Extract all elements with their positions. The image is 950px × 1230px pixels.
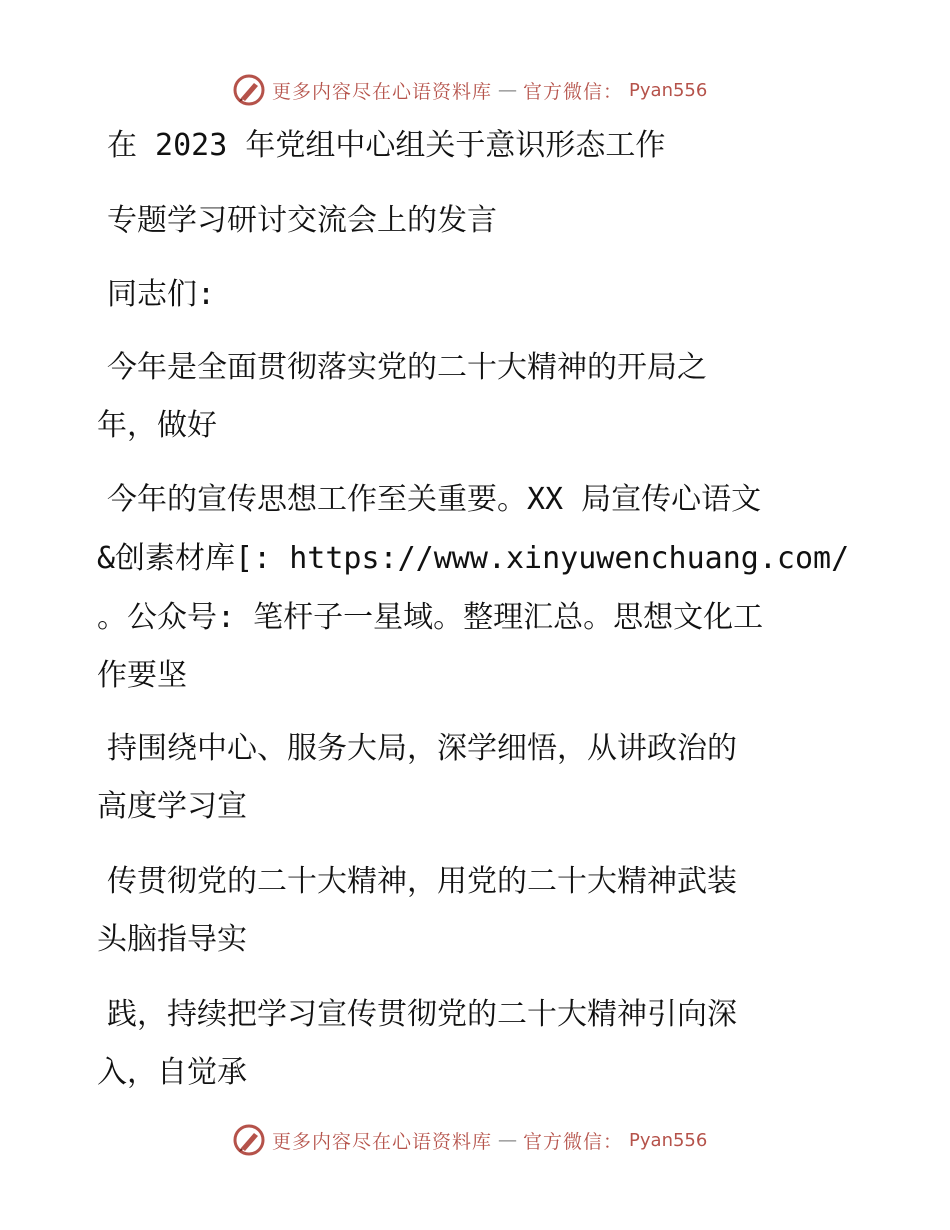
banner-main-text: 更多内容尽在心语资料库 xyxy=(272,80,493,103)
banner-separator: — xyxy=(498,79,518,101)
banner-separator: — xyxy=(498,1129,518,1151)
body-line: 年，做好 xyxy=(97,408,217,443)
header-watermark xyxy=(232,72,707,108)
banner-wechat-id: Pyan556 xyxy=(629,1129,708,1151)
body-line: 践，持续把学习宣传贯彻党的二十大精神引向深 xyxy=(107,997,737,1032)
body-line: 作要坚 xyxy=(97,658,187,693)
body-line: 今年的宣传思想工作至关重要。XX 局宣传心语文 xyxy=(107,482,762,517)
body-line: 持围绕中心、服务大局，深学细悟，从讲政治的 xyxy=(107,731,737,766)
body-line: 传贯彻党的二十大精神，用党的二十大精神武装 xyxy=(107,864,737,899)
pen-logo-icon xyxy=(232,73,266,107)
body-line: &创素材库[: https://www.xinyuwenchuang.com/ xyxy=(97,541,850,576)
pen-logo-icon xyxy=(232,1123,266,1157)
body-line: 今年是全面贯彻落实党的二十大精神的开局之 xyxy=(107,350,707,385)
body-line: 高度学习宣 xyxy=(97,789,247,824)
footer-watermark xyxy=(232,1122,707,1158)
banner-wechat-label: 官方微信： xyxy=(523,80,624,103)
salutation: 同志们: xyxy=(107,277,216,312)
banner-wechat-id: Pyan556 xyxy=(629,79,708,101)
banner-main-text: 更多内容尽在心语资料库 xyxy=(272,1130,493,1153)
document-title-line-1: 在 2023 年党组中心组关于意识形态工作 xyxy=(107,128,666,163)
banner-wechat-label: 官方微信： xyxy=(523,1130,624,1153)
document-title-line-2: 专题学习研讨交流会上的发言 xyxy=(107,203,497,238)
body-line: 头脑指导实 xyxy=(97,922,247,957)
body-line: 入，自觉承 xyxy=(97,1055,247,1090)
body-line: 。公众号: 笔杆子一星域。整理汇总。思想文化工 xyxy=(97,600,764,635)
